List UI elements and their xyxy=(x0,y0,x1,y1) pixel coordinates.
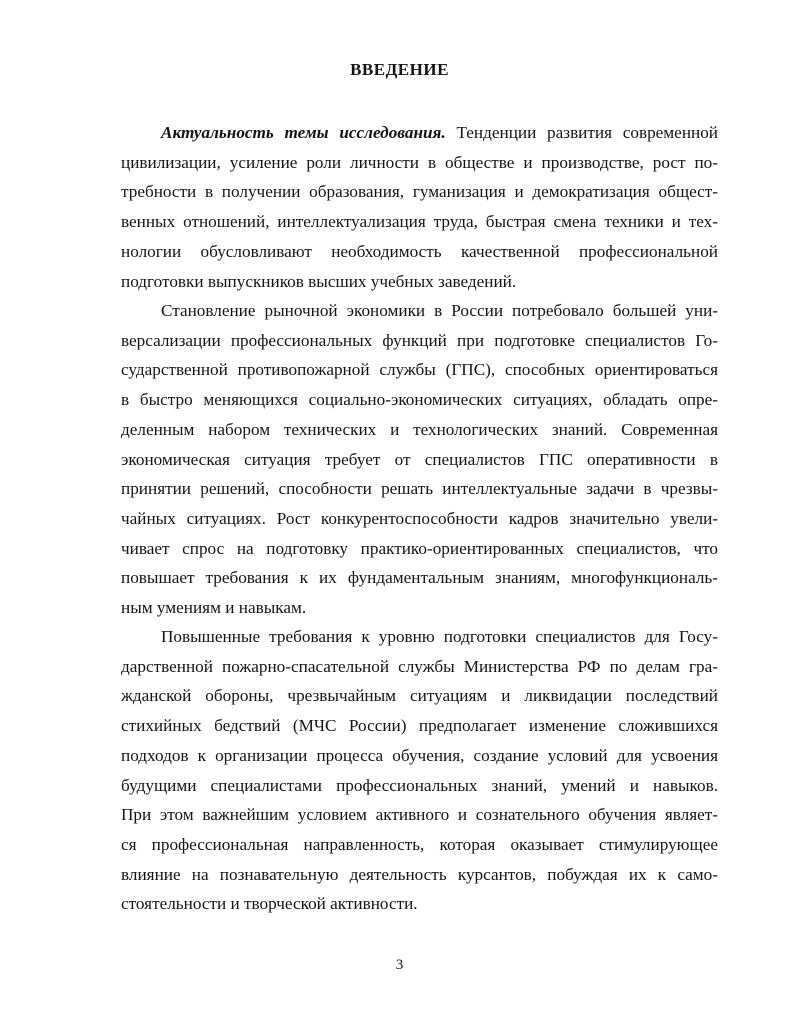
paragraph-line: стихийных бедствий (МЧС России) предполагает изменение сложившихся xyxy=(121,716,718,736)
paragraph-line: ся профессиональная направленность, которая оказывает стимулирующее xyxy=(121,834,718,854)
paragraph-line: При этом важнейшим условием активного и сознательного обучения являет- xyxy=(121,805,718,825)
lead-phrase: Актуальность темы исследования. xyxy=(161,123,446,142)
paragraph-line: жданской обороны, чрезвычайным ситуациям и ликвидации последствий xyxy=(121,686,718,706)
line-text: Тенденции развития современной xyxy=(445,123,719,142)
paragraph-2 xyxy=(121,296,718,623)
paragraph-line: экономическая ситуация требует от специалистов ГПС оперативности в xyxy=(121,449,718,469)
paragraph-line: цивилизации, усиление роли личности в обществе и производстве, рост по- xyxy=(121,152,718,172)
paragraph-line: влияние на познавательную деятельность курсантов, побуждая их к само- xyxy=(121,864,718,884)
paragraph-line: подходов к организации процесса обучения, создание условий для усвоения xyxy=(121,745,718,765)
paragraph-line: дарственной пожарно-спасательной службы Министерства РФ по делам гра- xyxy=(121,656,718,676)
paragraph-line: стоятельности и творческой активности. xyxy=(121,894,418,914)
paragraph-line: ным умениям и навыкам. xyxy=(121,598,307,618)
paragraph-line: требности в получении образования, гуманизация и демократизация общест- xyxy=(121,182,718,202)
paragraph-line: деленным набором технических и технологических знаний. Современная xyxy=(121,419,718,439)
paragraph-line: версализации профессиональных функций при подготовке специалистов Го- xyxy=(121,330,718,350)
paragraph-line: Повышенные требования к уровню подготовки специалистов для Госу- xyxy=(161,627,718,646)
paragraph-1 xyxy=(121,118,718,296)
paragraph-line: Становление рыночной экономики в России потребовало большей уни- xyxy=(161,301,718,320)
paragraph-line xyxy=(121,118,718,148)
page-number: 3 xyxy=(395,957,404,973)
paragraph-3 xyxy=(121,622,718,919)
paragraph-line: нологии обусловливают необходимость качественной профессиональной xyxy=(121,241,718,261)
paragraph-line: венных отношений, интеллектуализация труда, быстрая смена техники и тех- xyxy=(121,212,718,232)
paragraph-line: повышает требования к их фундаментальным знаниям, многофункциональ- xyxy=(121,568,718,588)
paragraph-line: будущими специалистами профессиональных знаний, умений и навыков. xyxy=(121,775,718,795)
paragraph-line: сударственной противопожарной службы (ГПС), способных ориентироваться xyxy=(121,360,718,380)
paragraph-line: чайных ситуациях. Рост конкурентоспособности кадров значительно увели- xyxy=(121,508,718,528)
paragraph-line: подготовки выпускников высших учебных заведений. xyxy=(121,271,517,291)
section-heading: ВВЕДЕНИЕ xyxy=(350,60,449,79)
paragraph-line: принятии решений, способности решать интеллектуальные задачи в чрезвы- xyxy=(121,479,718,499)
paragraph-line: в быстро меняющихся социально-экономических ситуациях, обладать опре- xyxy=(121,390,718,410)
paragraph-line: чивает спрос на подготовку практико-ориентированных специалистов, что xyxy=(121,538,718,558)
